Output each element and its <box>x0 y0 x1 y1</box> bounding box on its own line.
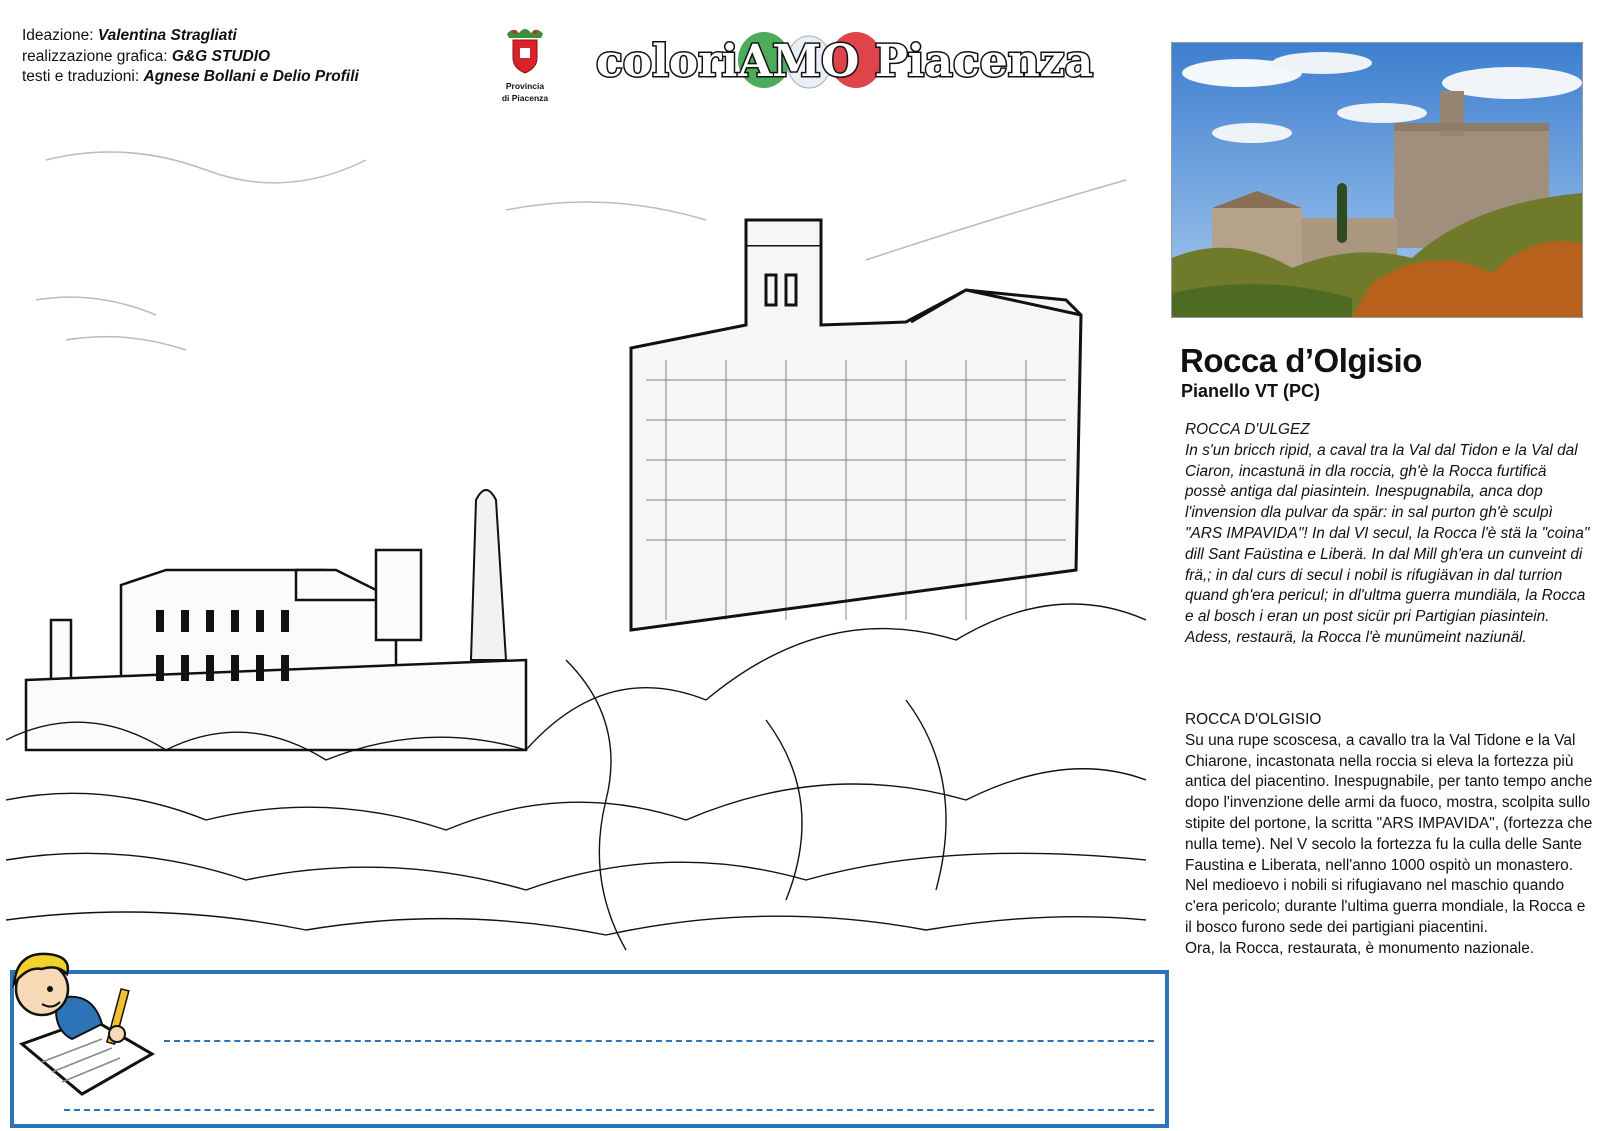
writing-line-2[interactable] <box>64 1109 1154 1111</box>
dialect-body: In s'un bricch ripid, a caval tra la Val dal Tidon e la Val dal Ciaron, incastunä in dla roccia, gh'è la Rocca furtificä possè antiga dal piasintein. Inespugnabila, anca dop l'invension dla pulvar da spär: in sal purton gh'è sculpì "ARS IMPAVIDA"! In dal VI secul, la Rocca l'è stä la "coina" dill Sant Faüstina e Liberä. In dal Mill gh'era un cunveint di frä,; in dal curs di secul i nobil is rifugiävan in dal turrion quand gh'era pericul; in dl'ultma guerra mundiäla, la Rocca e al bosch i eran un post sicür pri Partigian piasintein. Adess, restaurä, la Rocca l'è munümeint naziunäl. <box>1185 441 1590 646</box>
italian-body: Su una rupe scoscesa, a cavallo tra la Val Tidone e la Val Chiarone, incastonata nella roccia si eleva la fortezza più antica del piacentino. Inespugnabile, per tanto tempo anche dopo l'invenzione delle armi da fuoco, mostra, scolpita sullo stipite del portone, la scritta "ARS IMPAVIDA", (fortezza che nulla teme). Nel V secolo la fortezza fu la culla delle Sante Faustina e Liberata, nell'anno 1000 ospitò un monastero. Nel medioevo i nobili si rifugiavano nel maschio quando c'era pericolo; durante l'ultima guerra mondiale, la Rocca e il bosco furono sede dei partigiani piacentini. <box>1185 731 1593 936</box>
castle-photo-image <box>1172 43 1582 317</box>
italian-closing: Ora, la Rocca, restaurata, è monumento nazionale. <box>1185 939 1535 957</box>
province-logo <box>493 26 557 103</box>
place-title: Rocca d’Olgisio <box>1180 342 1422 379</box>
province-name-line1: Provincia <box>505 81 545 91</box>
place-subtitle: Pianello VT (PC) <box>1181 381 1321 401</box>
credit-ideazione: Ideazione: Valentina Stragliati <box>22 27 237 44</box>
province-name-line2: di Piacenza <box>501 93 549 103</box>
italian-heading: ROCCA D'OLGISIO <box>1185 711 1322 728</box>
italian-text <box>1185 710 1595 960</box>
province-crest-icon <box>501 26 549 74</box>
dialect-text <box>1185 420 1590 649</box>
dialect-heading: ROCCA D'ULGEZ <box>1185 421 1310 438</box>
castle-coloring-drawing <box>6 100 1166 970</box>
credit-grafica: realizzazione grafica: G&G STUDIO <box>22 47 271 65</box>
kid-writing-icon <box>2 944 172 1104</box>
credit-testi: testi e traduzioni: Agnese Bollani e Delio Profili <box>22 68 359 85</box>
brand-logo <box>594 22 1134 102</box>
writing-box[interactable] <box>10 970 1169 1128</box>
castle-photo <box>1171 42 1583 318</box>
credits-block <box>22 26 359 88</box>
brand-word: coloriAMO Piacenza <box>596 36 1094 87</box>
writing-line-1[interactable] <box>164 1040 1154 1042</box>
